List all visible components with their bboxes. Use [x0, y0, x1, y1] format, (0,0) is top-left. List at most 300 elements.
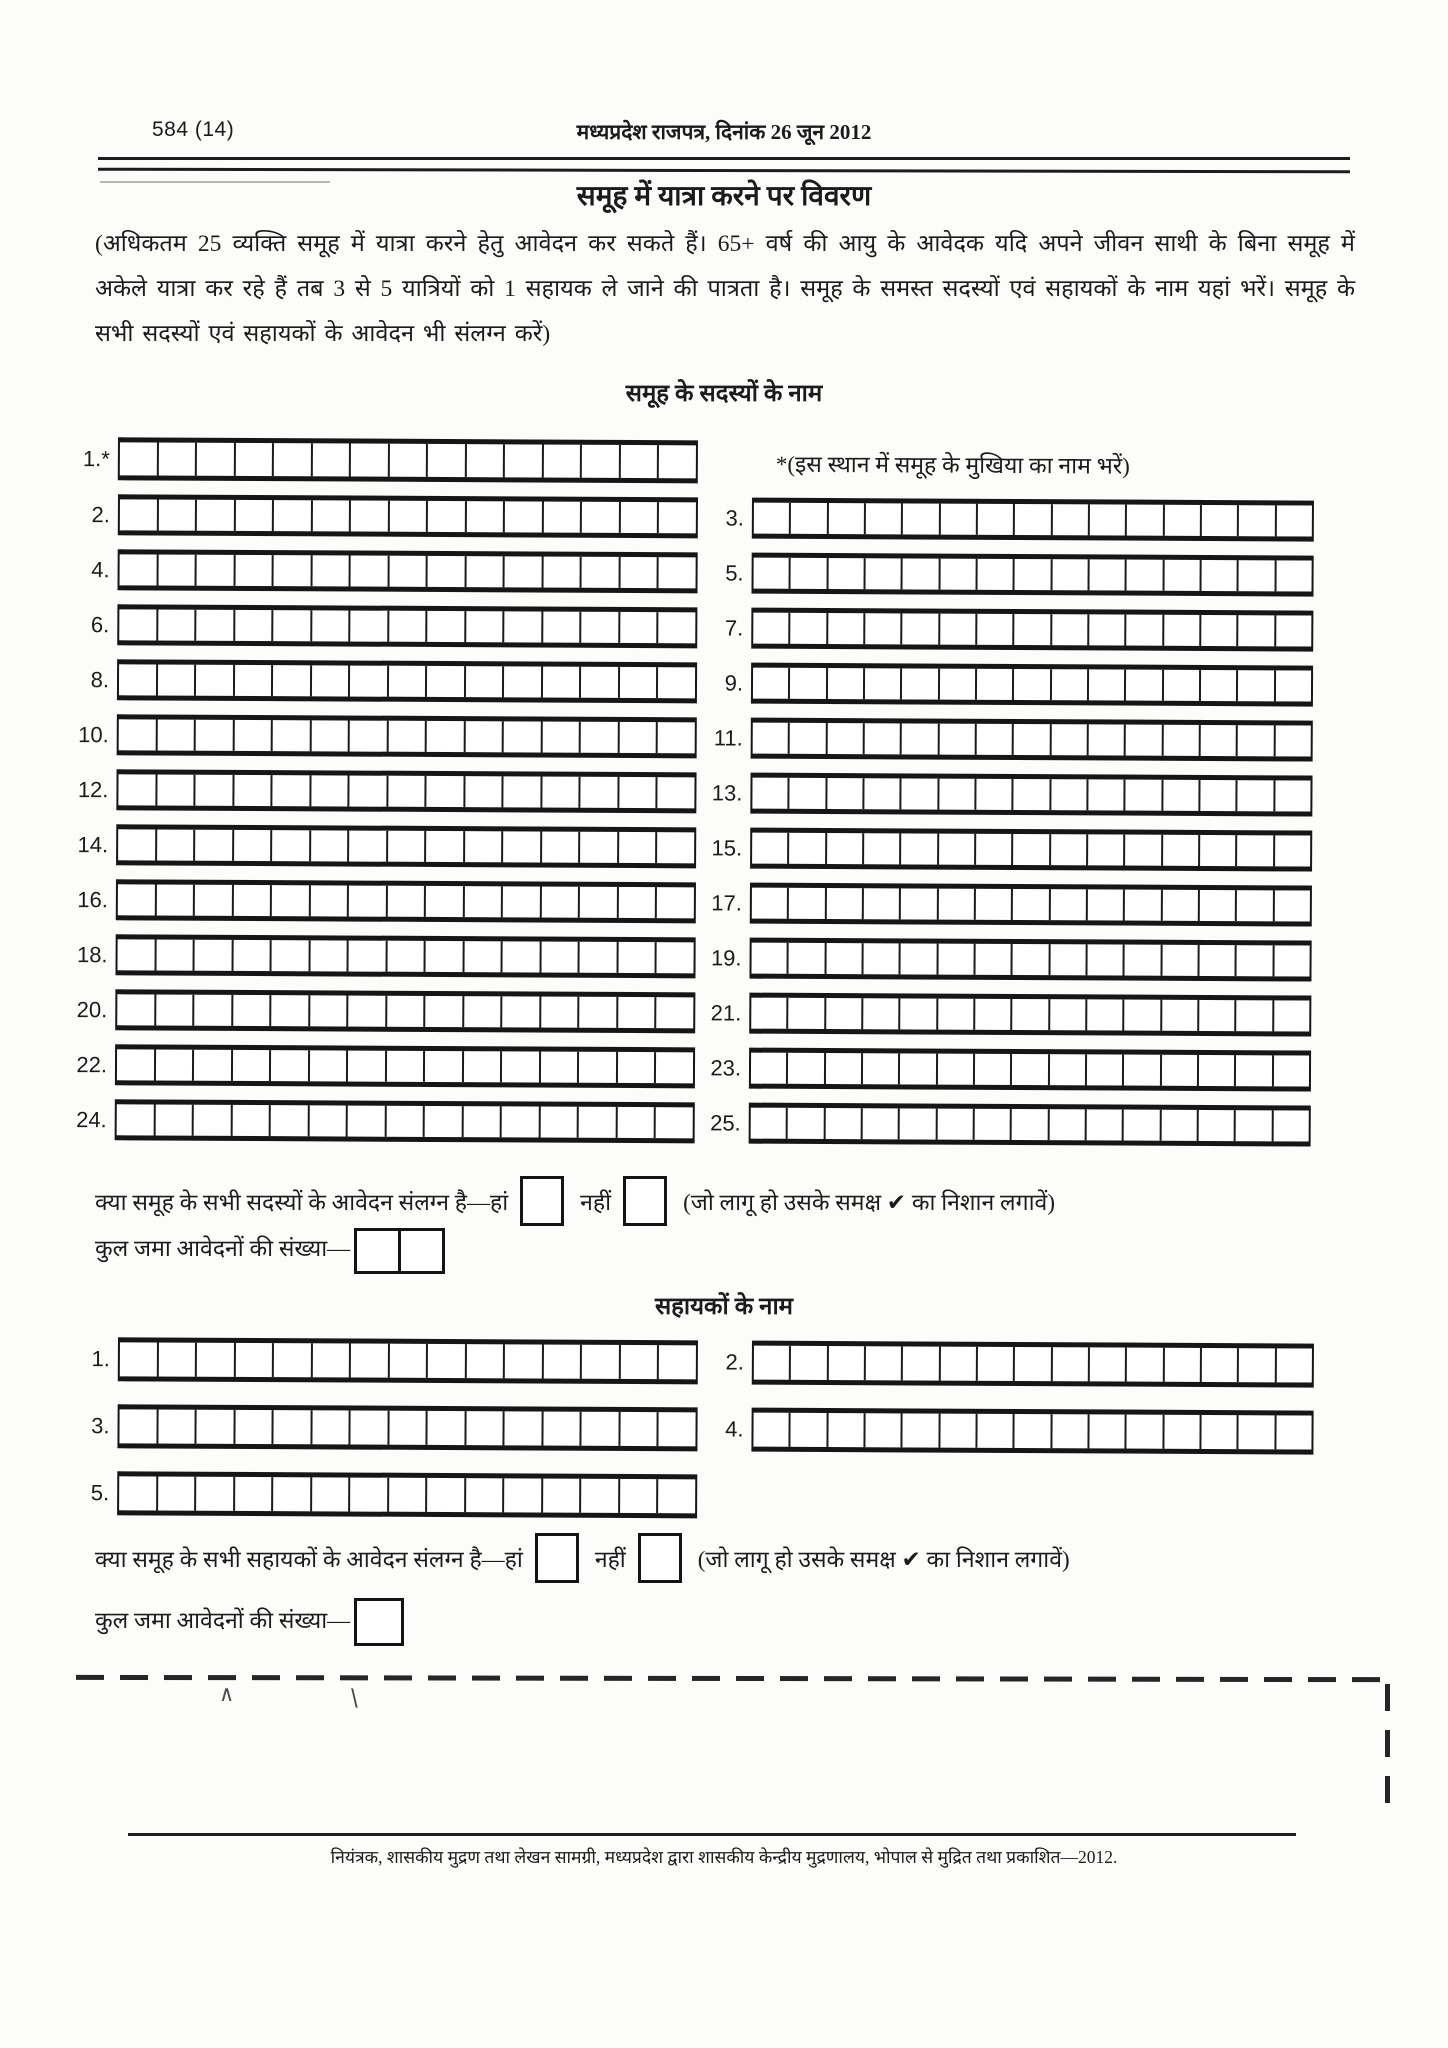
- char-cell[interactable]: [543, 667, 582, 698]
- char-cell[interactable]: [619, 832, 658, 863]
- name-char-grid[interactable]: [116, 769, 696, 813]
- char-cell[interactable]: [1127, 560, 1164, 591]
- char-cell[interactable]: [753, 613, 790, 644]
- char-cell[interactable]: [1237, 945, 1274, 976]
- char-cell[interactable]: [505, 444, 544, 477]
- char-cell[interactable]: [751, 943, 788, 974]
- char-cell[interactable]: [272, 885, 311, 916]
- char-cell[interactable]: [273, 610, 312, 641]
- char-cell[interactable]: [390, 501, 429, 532]
- char-cell[interactable]: [751, 998, 788, 1029]
- char-cell[interactable]: [940, 559, 977, 590]
- char-cell[interactable]: [312, 665, 351, 696]
- char-cell[interactable]: [789, 943, 826, 974]
- char-cell[interactable]: [505, 611, 544, 642]
- char-cell[interactable]: [196, 610, 235, 641]
- char-cell[interactable]: [234, 830, 273, 861]
- char-cell[interactable]: [939, 724, 976, 755]
- char-cell[interactable]: [826, 1053, 863, 1084]
- char-cell[interactable]: [312, 1343, 351, 1377]
- char-cell[interactable]: [542, 722, 581, 753]
- char-cell[interactable]: [427, 611, 466, 642]
- char-cell[interactable]: [977, 614, 1014, 645]
- char-cell[interactable]: [790, 723, 827, 754]
- char-cell[interactable]: [580, 997, 619, 1028]
- char-cell[interactable]: [1236, 1110, 1273, 1141]
- char-cell[interactable]: [235, 610, 274, 641]
- char-cell[interactable]: [119, 609, 158, 640]
- char-cell[interactable]: [656, 1052, 693, 1083]
- char-cell[interactable]: [1127, 1348, 1165, 1382]
- char-cell[interactable]: [158, 1343, 197, 1377]
- char-cell[interactable]: [938, 889, 975, 920]
- char-cell[interactable]: [195, 775, 234, 806]
- char-cell[interactable]: [581, 1479, 620, 1513]
- char-cell[interactable]: [158, 443, 197, 476]
- char-cell[interactable]: [390, 444, 429, 477]
- char-cell[interactable]: [1162, 1055, 1199, 1086]
- char-cell[interactable]: [827, 723, 864, 754]
- char-cell[interactable]: [658, 777, 695, 808]
- char-cell[interactable]: [1199, 1055, 1236, 1086]
- char-cell[interactable]: [235, 555, 274, 586]
- char-cell[interactable]: [863, 943, 900, 974]
- char-cell[interactable]: [312, 555, 351, 586]
- char-cell[interactable]: [789, 998, 826, 1029]
- char-cell[interactable]: [825, 1108, 862, 1139]
- char-cell[interactable]: [1276, 1348, 1312, 1382]
- char-cell[interactable]: [580, 942, 619, 973]
- char-cell[interactable]: [1276, 505, 1311, 536]
- char-cell[interactable]: [348, 1051, 387, 1082]
- char-cell[interactable]: [977, 1414, 1015, 1448]
- char-cell[interactable]: [656, 1107, 693, 1138]
- char-cell[interactable]: [903, 613, 940, 644]
- char-cell[interactable]: [428, 1344, 467, 1378]
- char-cell[interactable]: [386, 1106, 425, 1137]
- char-cell[interactable]: [1089, 669, 1126, 700]
- char-cell[interactable]: [232, 1105, 271, 1136]
- char-cell[interactable]: [156, 885, 195, 916]
- char-cell[interactable]: [310, 995, 349, 1026]
- char-cell[interactable]: [901, 998, 938, 1029]
- char-cell[interactable]: [310, 1050, 349, 1081]
- char-cell[interactable]: [465, 721, 504, 752]
- char-cell[interactable]: [155, 1050, 194, 1081]
- char-cell[interactable]: [1089, 614, 1126, 645]
- char-cell[interactable]: [1088, 889, 1125, 920]
- char-cell[interactable]: [505, 501, 544, 532]
- char-cell[interactable]: [582, 1412, 621, 1446]
- char-cell[interactable]: [621, 1345, 660, 1379]
- char-cell[interactable]: [1052, 1347, 1090, 1381]
- char-cell[interactable]: [940, 669, 977, 700]
- char-cell[interactable]: [310, 885, 349, 916]
- members-yes-checkbox[interactable]: [520, 1176, 564, 1226]
- char-cell[interactable]: [863, 998, 900, 1029]
- char-cell[interactable]: [272, 775, 311, 806]
- char-cell[interactable]: [1015, 504, 1052, 535]
- name-char-grid[interactable]: [750, 883, 1312, 927]
- char-cell[interactable]: [1273, 1110, 1308, 1141]
- name-char-grid[interactable]: [749, 1103, 1311, 1147]
- char-cell[interactable]: [235, 1477, 274, 1511]
- char-cell[interactable]: [271, 995, 310, 1026]
- char-cell[interactable]: [197, 443, 236, 476]
- char-cell[interactable]: [977, 669, 1014, 700]
- char-cell[interactable]: [195, 885, 234, 916]
- char-cell[interactable]: [827, 833, 864, 864]
- char-cell[interactable]: [753, 1413, 791, 1447]
- char-cell[interactable]: [542, 887, 581, 918]
- char-cell[interactable]: [618, 942, 657, 973]
- char-cell[interactable]: [865, 668, 902, 699]
- char-cell[interactable]: [1014, 724, 1051, 755]
- char-cell[interactable]: [464, 996, 503, 1027]
- name-char-grid[interactable]: [751, 553, 1313, 597]
- char-cell[interactable]: [273, 665, 312, 696]
- char-cell[interactable]: [467, 501, 506, 532]
- char-cell[interactable]: [311, 775, 350, 806]
- char-cell[interactable]: [389, 1411, 428, 1445]
- char-cell[interactable]: [351, 444, 390, 477]
- char-cell[interactable]: [1164, 615, 1201, 646]
- char-cell[interactable]: [351, 1411, 390, 1445]
- char-cell[interactable]: [1050, 999, 1087, 1030]
- char-cell[interactable]: [1163, 725, 1200, 756]
- char-cell[interactable]: [233, 940, 272, 971]
- name-char-grid[interactable]: [751, 663, 1313, 707]
- char-cell[interactable]: [1127, 615, 1164, 646]
- char-cell[interactable]: [903, 503, 940, 534]
- char-cell[interactable]: [1089, 559, 1126, 590]
- char-cell[interactable]: [619, 777, 658, 808]
- char-cell[interactable]: [582, 502, 621, 533]
- char-cell[interactable]: [1275, 725, 1310, 756]
- char-cell[interactable]: [427, 666, 466, 697]
- char-cell[interactable]: [428, 556, 467, 587]
- char-cell[interactable]: [312, 443, 351, 476]
- char-cell[interactable]: [503, 886, 542, 917]
- char-cell[interactable]: [1124, 1055, 1161, 1086]
- helpers-no-checkbox[interactable]: [638, 1533, 682, 1583]
- char-cell[interactable]: [618, 1107, 657, 1138]
- char-cell[interactable]: [1238, 615, 1275, 646]
- char-cell[interactable]: [425, 1051, 464, 1082]
- char-cell[interactable]: [503, 831, 542, 862]
- name-char-grid[interactable]: [117, 1404, 697, 1451]
- char-cell[interactable]: [1200, 835, 1237, 866]
- char-cell[interactable]: [1239, 560, 1276, 591]
- char-cell[interactable]: [387, 941, 426, 972]
- char-cell[interactable]: [1127, 505, 1164, 536]
- char-cell[interactable]: [348, 996, 387, 1027]
- char-cell[interactable]: [541, 1052, 580, 1083]
- char-cell[interactable]: [1125, 890, 1162, 921]
- char-cell[interactable]: [1202, 1348, 1240, 1382]
- char-cell[interactable]: [1275, 835, 1310, 866]
- char-cell[interactable]: [1236, 1000, 1273, 1031]
- char-cell[interactable]: [620, 557, 659, 588]
- name-char-grid[interactable]: [117, 714, 697, 758]
- char-cell[interactable]: [351, 501, 390, 532]
- char-cell[interactable]: [620, 722, 659, 753]
- char-cell[interactable]: [466, 611, 505, 642]
- char-cell[interactable]: [828, 1346, 866, 1380]
- char-cell[interactable]: [197, 500, 236, 531]
- char-cell[interactable]: [828, 1413, 866, 1447]
- char-cell[interactable]: [903, 1413, 941, 1447]
- char-cell[interactable]: [865, 1413, 903, 1447]
- char-cell[interactable]: [234, 720, 273, 751]
- char-cell[interactable]: [120, 1342, 159, 1376]
- char-cell[interactable]: [158, 1477, 197, 1511]
- char-cell[interactable]: [543, 1479, 582, 1513]
- char-cell[interactable]: [1239, 505, 1276, 536]
- char-cell[interactable]: [464, 941, 503, 972]
- char-cell[interactable]: [389, 666, 428, 697]
- char-cell[interactable]: [618, 997, 657, 1028]
- char-cell[interactable]: [938, 999, 975, 1030]
- char-cell[interactable]: [826, 888, 863, 919]
- char-cell[interactable]: [350, 1478, 389, 1512]
- char-cell[interactable]: [752, 888, 789, 919]
- char-cell[interactable]: [389, 556, 428, 587]
- char-cell[interactable]: [579, 1107, 618, 1138]
- char-cell[interactable]: [582, 1345, 621, 1379]
- char-cell[interactable]: [273, 720, 312, 751]
- char-cell[interactable]: [1201, 560, 1238, 591]
- char-cell[interactable]: [975, 1054, 1012, 1085]
- char-cell[interactable]: [1087, 999, 1124, 1030]
- char-cell[interactable]: [428, 444, 467, 477]
- char-cell[interactable]: [1239, 1348, 1277, 1382]
- char-cell[interactable]: [659, 1479, 696, 1513]
- members-no-checkbox[interactable]: [623, 1176, 667, 1226]
- char-cell[interactable]: [659, 445, 696, 478]
- char-cell[interactable]: [978, 504, 1015, 535]
- char-cell[interactable]: [505, 1411, 544, 1445]
- char-cell[interactable]: [158, 500, 197, 531]
- char-cell[interactable]: [975, 944, 1012, 975]
- char-cell[interactable]: [158, 555, 197, 586]
- char-cell[interactable]: [312, 500, 351, 531]
- char-cell[interactable]: [310, 940, 349, 971]
- char-cell[interactable]: [621, 502, 660, 533]
- char-cell[interactable]: [581, 722, 620, 753]
- name-char-grid[interactable]: [117, 549, 697, 593]
- char-cell[interactable]: [1052, 504, 1089, 535]
- char-cell[interactable]: [1089, 724, 1126, 755]
- char-cell[interactable]: [1015, 559, 1052, 590]
- char-cell[interactable]: [940, 614, 977, 645]
- char-cell[interactable]: [828, 558, 865, 589]
- char-cell[interactable]: [155, 1105, 194, 1136]
- char-cell[interactable]: [1162, 890, 1199, 921]
- char-cell[interactable]: [791, 558, 828, 589]
- char-cell[interactable]: [1199, 1000, 1236, 1031]
- char-cell[interactable]: [1200, 890, 1237, 921]
- char-cell[interactable]: [197, 1343, 236, 1377]
- count-cell[interactable]: [354, 1228, 401, 1274]
- char-cell[interactable]: [658, 667, 695, 698]
- char-cell[interactable]: [1127, 1415, 1165, 1449]
- char-cell[interactable]: [120, 499, 159, 530]
- char-cell[interactable]: [196, 1477, 235, 1511]
- char-cell[interactable]: [976, 779, 1013, 810]
- char-cell[interactable]: [195, 940, 234, 971]
- char-cell[interactable]: [863, 1108, 900, 1139]
- char-cell[interactable]: [233, 1050, 272, 1081]
- char-cell[interactable]: [1125, 945, 1162, 976]
- char-cell[interactable]: [1237, 835, 1274, 866]
- char-cell[interactable]: [1126, 780, 1163, 811]
- char-cell[interactable]: [659, 1345, 696, 1379]
- name-char-grid[interactable]: [115, 934, 695, 978]
- name-char-grid[interactable]: [752, 1341, 1314, 1388]
- char-cell[interactable]: [463, 1106, 502, 1137]
- char-cell[interactable]: [544, 502, 583, 533]
- char-cell[interactable]: [119, 1476, 158, 1510]
- char-cell[interactable]: [465, 776, 504, 807]
- name-char-grid[interactable]: [752, 498, 1314, 542]
- char-cell[interactable]: [350, 776, 389, 807]
- char-cell[interactable]: [271, 1105, 310, 1136]
- char-cell[interactable]: [309, 1105, 348, 1136]
- char-cell[interactable]: [348, 1106, 387, 1137]
- char-cell[interactable]: [311, 830, 350, 861]
- char-cell[interactable]: [350, 666, 389, 697]
- char-cell[interactable]: [1201, 615, 1238, 646]
- char-cell[interactable]: [350, 721, 389, 752]
- char-cell[interactable]: [426, 886, 465, 917]
- char-cell[interactable]: [274, 1410, 313, 1444]
- char-cell[interactable]: [1124, 1110, 1161, 1141]
- char-cell[interactable]: [427, 776, 466, 807]
- char-cell[interactable]: [940, 504, 977, 535]
- name-char-grid[interactable]: [115, 989, 695, 1033]
- char-cell[interactable]: [581, 777, 620, 808]
- char-cell[interactable]: [235, 500, 274, 531]
- char-cell[interactable]: [196, 665, 235, 696]
- char-cell[interactable]: [467, 444, 506, 477]
- char-cell[interactable]: [754, 558, 791, 589]
- char-cell[interactable]: [1274, 945, 1309, 976]
- char-cell[interactable]: [659, 1412, 696, 1446]
- char-cell[interactable]: [752, 833, 789, 864]
- count-cell[interactable]: [354, 1598, 404, 1646]
- char-cell[interactable]: [466, 666, 505, 697]
- char-cell[interactable]: [120, 442, 159, 475]
- char-cell[interactable]: [312, 1477, 351, 1511]
- char-cell[interactable]: [1237, 890, 1274, 921]
- char-cell[interactable]: [1090, 504, 1127, 535]
- char-cell[interactable]: [428, 501, 467, 532]
- char-cell[interactable]: [865, 723, 902, 754]
- helpers-yes-checkbox[interactable]: [535, 1533, 579, 1583]
- char-cell[interactable]: [502, 1106, 541, 1137]
- char-cell[interactable]: [1164, 1348, 1202, 1382]
- char-cell[interactable]: [618, 1052, 657, 1083]
- char-cell[interactable]: [235, 665, 274, 696]
- char-cell[interactable]: [390, 1344, 429, 1378]
- char-cell[interactable]: [940, 1414, 978, 1448]
- name-char-grid[interactable]: [749, 993, 1311, 1037]
- char-cell[interactable]: [195, 830, 234, 861]
- char-cell[interactable]: [543, 612, 582, 643]
- char-cell[interactable]: [789, 833, 826, 864]
- char-cell[interactable]: [1164, 670, 1201, 701]
- char-cell[interactable]: [1052, 559, 1089, 590]
- char-cell[interactable]: [503, 996, 542, 1027]
- char-cell[interactable]: [1126, 670, 1163, 701]
- char-cell[interactable]: [901, 888, 938, 919]
- char-cell[interactable]: [1202, 505, 1239, 536]
- char-cell[interactable]: [865, 558, 902, 589]
- char-cell[interactable]: [505, 556, 544, 587]
- char-cell[interactable]: [1051, 834, 1088, 865]
- char-cell[interactable]: [620, 1479, 659, 1513]
- char-cell[interactable]: [1239, 1415, 1277, 1449]
- char-cell[interactable]: [117, 1104, 156, 1135]
- char-cell[interactable]: [751, 1053, 788, 1084]
- char-cell[interactable]: [789, 888, 826, 919]
- name-char-grid[interactable]: [750, 773, 1312, 817]
- char-cell[interactable]: [788, 1108, 825, 1139]
- char-cell[interactable]: [349, 886, 388, 917]
- char-cell[interactable]: [621, 445, 660, 478]
- char-cell[interactable]: [657, 997, 694, 1028]
- char-cell[interactable]: [1052, 1414, 1090, 1448]
- char-cell[interactable]: [659, 502, 696, 533]
- char-cell[interactable]: [158, 1410, 197, 1444]
- char-cell[interactable]: [900, 1108, 937, 1139]
- char-cell[interactable]: [466, 556, 505, 587]
- char-cell[interactable]: [826, 943, 863, 974]
- char-cell[interactable]: [1164, 560, 1201, 591]
- char-cell[interactable]: [544, 1345, 583, 1379]
- char-cell[interactable]: [1126, 725, 1163, 756]
- char-cell[interactable]: [1236, 1055, 1273, 1086]
- char-cell[interactable]: [826, 998, 863, 1029]
- char-cell[interactable]: [659, 557, 696, 588]
- char-cell[interactable]: [754, 503, 791, 534]
- name-char-grid[interactable]: [751, 718, 1313, 762]
- char-cell[interactable]: [194, 1050, 233, 1081]
- char-cell[interactable]: [1014, 779, 1051, 810]
- char-cell[interactable]: [900, 1053, 937, 1084]
- char-cell[interactable]: [426, 831, 465, 862]
- char-cell[interactable]: [157, 720, 196, 751]
- char-cell[interactable]: [977, 559, 1014, 590]
- char-cell[interactable]: [311, 720, 350, 751]
- char-cell[interactable]: [620, 1412, 659, 1446]
- char-cell[interactable]: [197, 555, 236, 586]
- char-cell[interactable]: [1125, 835, 1162, 866]
- char-cell[interactable]: [196, 720, 235, 751]
- char-cell[interactable]: [1050, 944, 1087, 975]
- char-cell[interactable]: [118, 829, 157, 860]
- char-cell[interactable]: [1276, 1415, 1312, 1449]
- char-cell[interactable]: [504, 666, 543, 697]
- char-cell[interactable]: [312, 610, 351, 641]
- name-char-grid[interactable]: [751, 608, 1313, 652]
- char-cell[interactable]: [1090, 1347, 1128, 1381]
- char-cell[interactable]: [389, 1478, 428, 1512]
- char-cell[interactable]: [1201, 670, 1238, 701]
- char-cell[interactable]: [658, 722, 695, 753]
- char-cell[interactable]: [827, 778, 864, 809]
